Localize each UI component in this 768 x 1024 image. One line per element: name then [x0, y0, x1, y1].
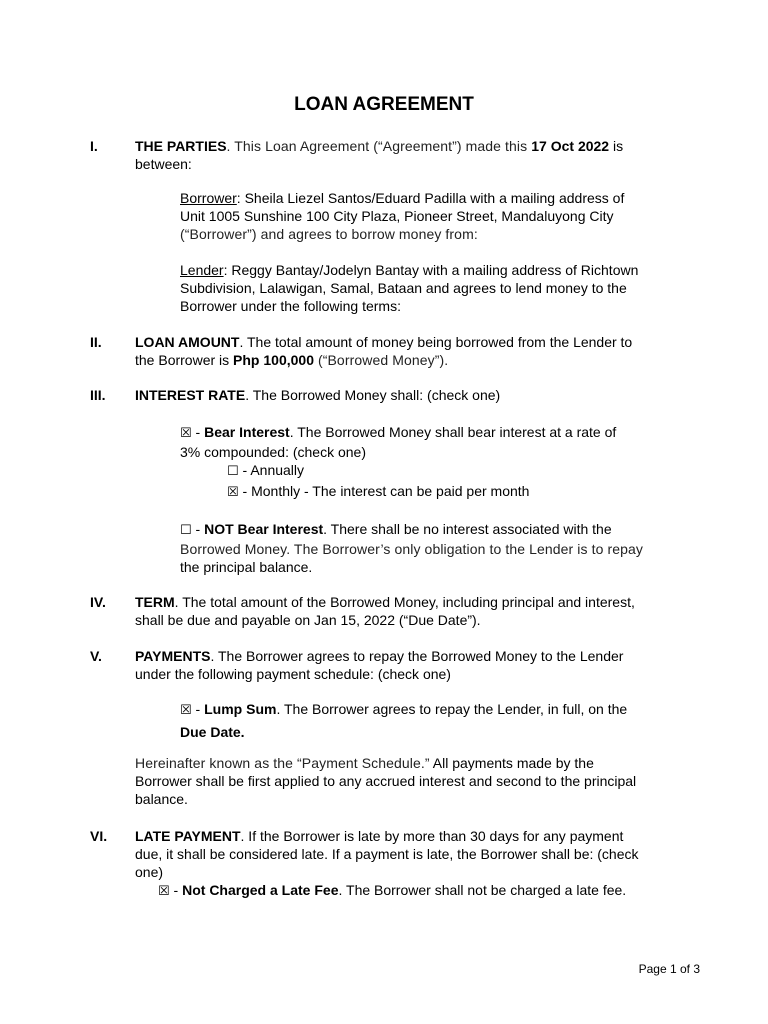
agreement-date: 17 Oct 2022 [531, 138, 610, 154]
section-number-2: II. [90, 334, 102, 350]
unchecked-box-icon[interactable]: ☐ [180, 523, 192, 538]
checked-box-icon[interactable]: ☒ [180, 703, 192, 718]
text: . The Borrowed Money shall: (check one) [245, 387, 501, 403]
text: Unit 1005 Sunshine 100 City Plaza, Pioneer Street, Mandaluyong City [180, 208, 614, 224]
text: - [169, 882, 183, 898]
text: - [191, 424, 205, 440]
section-number-5: V. [90, 648, 102, 664]
section-number-4: IV. [90, 594, 106, 610]
text: due, it shall be considered late. If a payment is late, the Borrower shall be: (check [135, 846, 639, 862]
text: - [191, 521, 205, 537]
text: the principal balance. [180, 559, 313, 575]
section-heading-late-payment: LATE PAYMENT [135, 828, 241, 844]
lump-sum-option [180, 700, 680, 741]
text: : Sheila Liezel Santos/Eduard Padilla with a mailing address of [236, 190, 625, 206]
document-title: LOAN AGREEMENT [294, 94, 474, 115]
not-bear-interest-heading: NOT Bear Interest [204, 521, 324, 537]
text: . The total amount of money being borrowed from the Lender to [239, 334, 633, 350]
section-number-3: III. [90, 387, 106, 403]
late-fee-heading: Not Charged a Late Fee [182, 882, 339, 898]
section-heading-parties: THE PARTIES [135, 138, 227, 154]
section-late-payment [135, 827, 685, 881]
section-loan-amount [135, 333, 685, 369]
text: . If the Borrower is late by more than 30 days for any payment [240, 828, 624, 844]
text: - Monthly - The interest can be paid per month [238, 483, 530, 499]
text: Borrowed Money. The Borrower’s only obligation to the Lender is to repay [180, 541, 643, 557]
lender-label: Lender [180, 262, 224, 278]
section-number-1: I. [90, 138, 98, 154]
text: - [191, 701, 205, 717]
section-interest-rate [135, 386, 685, 404]
text: Borrower shall be first applied to any accrued interest and second to the principal [135, 773, 637, 789]
section-term [135, 593, 685, 629]
text: - Annually [238, 462, 305, 478]
section-heading-loan-amount: LOAN AMOUNT [135, 334, 240, 350]
late-fee-option [158, 881, 688, 901]
checked-box-icon[interactable]: ☒ [158, 884, 170, 899]
text: Hereinafter known as the “Payment Schedule.” [135, 755, 430, 771]
text: . The total amount of the Borrowed Money, including principal and interest, [174, 594, 635, 610]
due-date-text: Due Date. [180, 724, 245, 740]
bear-interest-option [180, 423, 680, 461]
text: : Reggy Bantay/Jodelyn Bantay with a mailing address of Richtown [223, 262, 639, 278]
text: Borrower under the following terms: [180, 298, 401, 314]
text: (“Borrower”) and agrees to borrow money from: [180, 226, 478, 242]
text: Subdivision, Lalawigan, Samal, Bataan and agrees to lend money to the [180, 280, 627, 296]
monthly-option [227, 482, 687, 502]
text: under the following payment schedule: (check one) [135, 666, 451, 682]
page-number: Page 1 of 3 [638, 962, 700, 976]
loan-amount-value: Php 100,000 [233, 352, 314, 368]
text: between: [135, 156, 192, 172]
text: shall be due and payable on Jan 15, 2022 (“Due Date”). [135, 612, 481, 628]
text: . The Borrower agrees to repay the Lender, in full, on the [276, 701, 628, 717]
section-number-6: VI. [90, 828, 108, 844]
section-heading-payments: PAYMENTS [135, 648, 211, 664]
not-bear-interest-option [180, 520, 680, 576]
text: the Borrower is [135, 352, 234, 368]
checked-box-icon[interactable]: ☒ [180, 426, 192, 441]
unchecked-box-icon[interactable]: ☐ [227, 464, 239, 479]
lump-sum-heading: Lump Sum [204, 701, 277, 717]
section-heading-interest-rate: INTEREST RATE [135, 387, 246, 403]
bear-interest-heading: Bear Interest [204, 424, 290, 440]
lender-clause [180, 261, 680, 315]
text: is [609, 138, 624, 154]
checked-box-icon[interactable]: ☒ [227, 485, 239, 500]
text: . The Borrowed Money shall bear interest at a rate of [289, 424, 617, 440]
text: balance. [135, 791, 188, 807]
text: . There shall be no interest associated with the [323, 521, 612, 537]
text: 3% compounded: (check one) [180, 444, 366, 460]
text: (“Borrowed Money”). [313, 352, 449, 368]
section-payments [135, 647, 685, 683]
annually-option [227, 461, 687, 481]
text: All payments made by the [429, 755, 594, 771]
text: . The Borrower agrees to repay the Borrowed Money to the Lender [210, 648, 624, 664]
section-parties [135, 137, 685, 173]
text: . This Loan Agreement (“Agreement”) made this [226, 138, 532, 154]
text: one) [135, 864, 164, 880]
borrower-clause [180, 189, 680, 243]
text: . The Borrower shall not be charged a late fee. [338, 882, 627, 898]
borrower-label: Borrower [180, 190, 237, 206]
section-heading-term: TERM [135, 594, 175, 610]
payment-schedule-note [135, 754, 685, 808]
